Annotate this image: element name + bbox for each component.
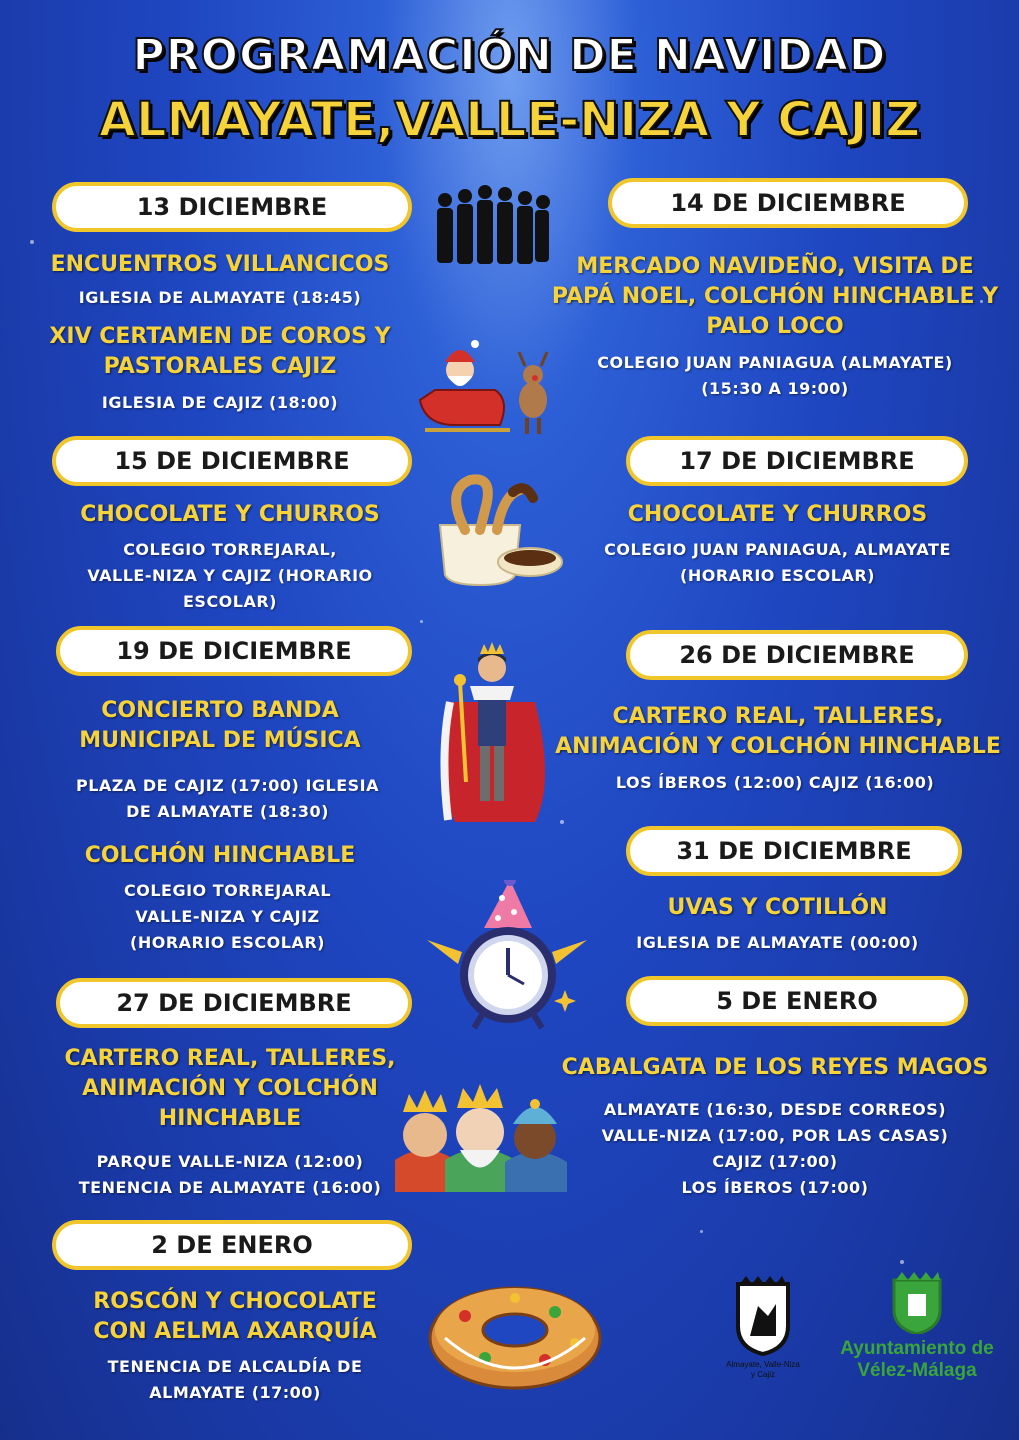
date-pill-5-ene: 5 DE ENERO xyxy=(626,976,968,1026)
event-title: XIV CERTAMEN DE COROS Y PASTORALES CAJIZ xyxy=(49,324,391,379)
local-shield-logo: Almayate, Valle-Niza y Cajiz xyxy=(718,1276,808,1388)
event-title: MERCADO NAVIDEÑO, VISITA DE PAPÁ NOEL, COLCHÓN HINCHABLE Y PALO LOCO xyxy=(551,254,999,339)
event-title: UVAS Y COTILLÓN xyxy=(667,895,888,920)
event-location: LOS ÍBEROS (12:00) CAJIZ (16:00) xyxy=(615,773,935,792)
event-location: IGLESIA DE ALMAYATE (18:45) xyxy=(78,288,362,307)
date-pill-26-dic: 26 DE DICIEMBRE xyxy=(626,630,968,680)
event-title: ROSCÓN Y CHOCOLATE CON AELMA AXARQUÍA xyxy=(93,1289,377,1344)
date-pill-31-dic: 31 DE DICIEMBRE xyxy=(626,826,962,876)
date-pill-17-dic: 17 DE DICIEMBRE xyxy=(626,436,968,486)
event-title: CARTERO REAL, TALLERES, ANIMACIÓN Y COLCHÓN HINCHABLE xyxy=(555,704,1001,759)
event-location: COLEGIO TORREJARAL, VALLE-NIZA Y CAJIZ (HORARIO ESCOLAR) xyxy=(87,540,373,611)
date-pill-27-dic: 27 DE DICIEMBRE xyxy=(56,978,412,1028)
event-location: COLEGIO JUAN PANIAGUA (ALMAYATE) (15:30 A 19:00) xyxy=(597,353,953,398)
ayuntamiento-logo: Ayuntamiento de Vélez-Málaga xyxy=(832,1270,1002,1390)
event-title: CONCIERTO BANDA MUNICIPAL DE MÚSICA xyxy=(79,698,361,753)
page-subtitle: ALMAYATE,VALLE-NIZA Y CAJIZ xyxy=(98,92,921,148)
date-pill-13-dic: 13 DICIEMBRE xyxy=(52,182,412,232)
event-location: TENENCIA DE ALCALDÍA DE ALMAYATE (17:00) xyxy=(107,1357,363,1402)
santa-sleigh-icon xyxy=(415,330,555,440)
event-location: IGLESIA DE CAJIZ (18:00) xyxy=(101,393,339,412)
event-title: CHOCOLATE Y CHURROS xyxy=(627,502,928,527)
roscon-icon xyxy=(425,1268,605,1393)
three-kings-icon xyxy=(385,1080,575,1192)
event-title: CARTERO REAL, TALLERES, ANIMACIÓN Y COLCHÓN HINCHABLE xyxy=(64,1046,396,1131)
event-location: COLEGIO TORREJARAL VALLE-NIZA Y CAJIZ (HORARIO ESCOLAR) xyxy=(123,881,332,952)
party-clock-icon xyxy=(422,880,592,1030)
date-pill-14-dic: 14 DE DICIEMBRE xyxy=(608,178,968,228)
date-pill-15-dic: 15 DE DICIEMBRE xyxy=(52,436,412,486)
event-title: COLCHÓN HINCHABLE xyxy=(84,843,356,868)
choir-icon xyxy=(425,180,555,268)
event-location: COLEGIO JUAN PANIAGUA, ALMAYATE (HORARIO ESCOLAR) xyxy=(604,540,951,585)
event-location: IGLESIA DE ALMAYATE (00:00) xyxy=(636,933,919,952)
churros-icon xyxy=(425,470,565,590)
date-pill-2-ene: 2 DE ENERO xyxy=(52,1220,412,1270)
king-icon xyxy=(430,642,555,832)
event-title: CABALGATA DE LOS REYES MAGOS xyxy=(561,1055,989,1080)
page-title: PROGRAMACIÓN DE NAVIDAD xyxy=(132,30,887,81)
event-title: CHOCOLATE Y CHURROS xyxy=(80,502,380,527)
date-pill-19-dic: 19 DE DICIEMBRE xyxy=(56,626,412,676)
event-location: ALMAYATE (16:30, DESDE CORREOS) VALLE-NIZA (17:00, POR LAS CASAS) CAJIZ (17:00) LOS ÍBEROS (17:00) xyxy=(601,1100,949,1197)
event-location: PLAZA DE CAJIZ (17:00) IGLESIA DE ALMAYATE (18:30) xyxy=(75,776,380,821)
event-location: PARQUE VALLE-NIZA (12:00) TENENCIA DE ALMAYATE (16:00) xyxy=(78,1152,382,1197)
event-title: ENCUENTROS VILLANCICOS xyxy=(50,252,390,277)
